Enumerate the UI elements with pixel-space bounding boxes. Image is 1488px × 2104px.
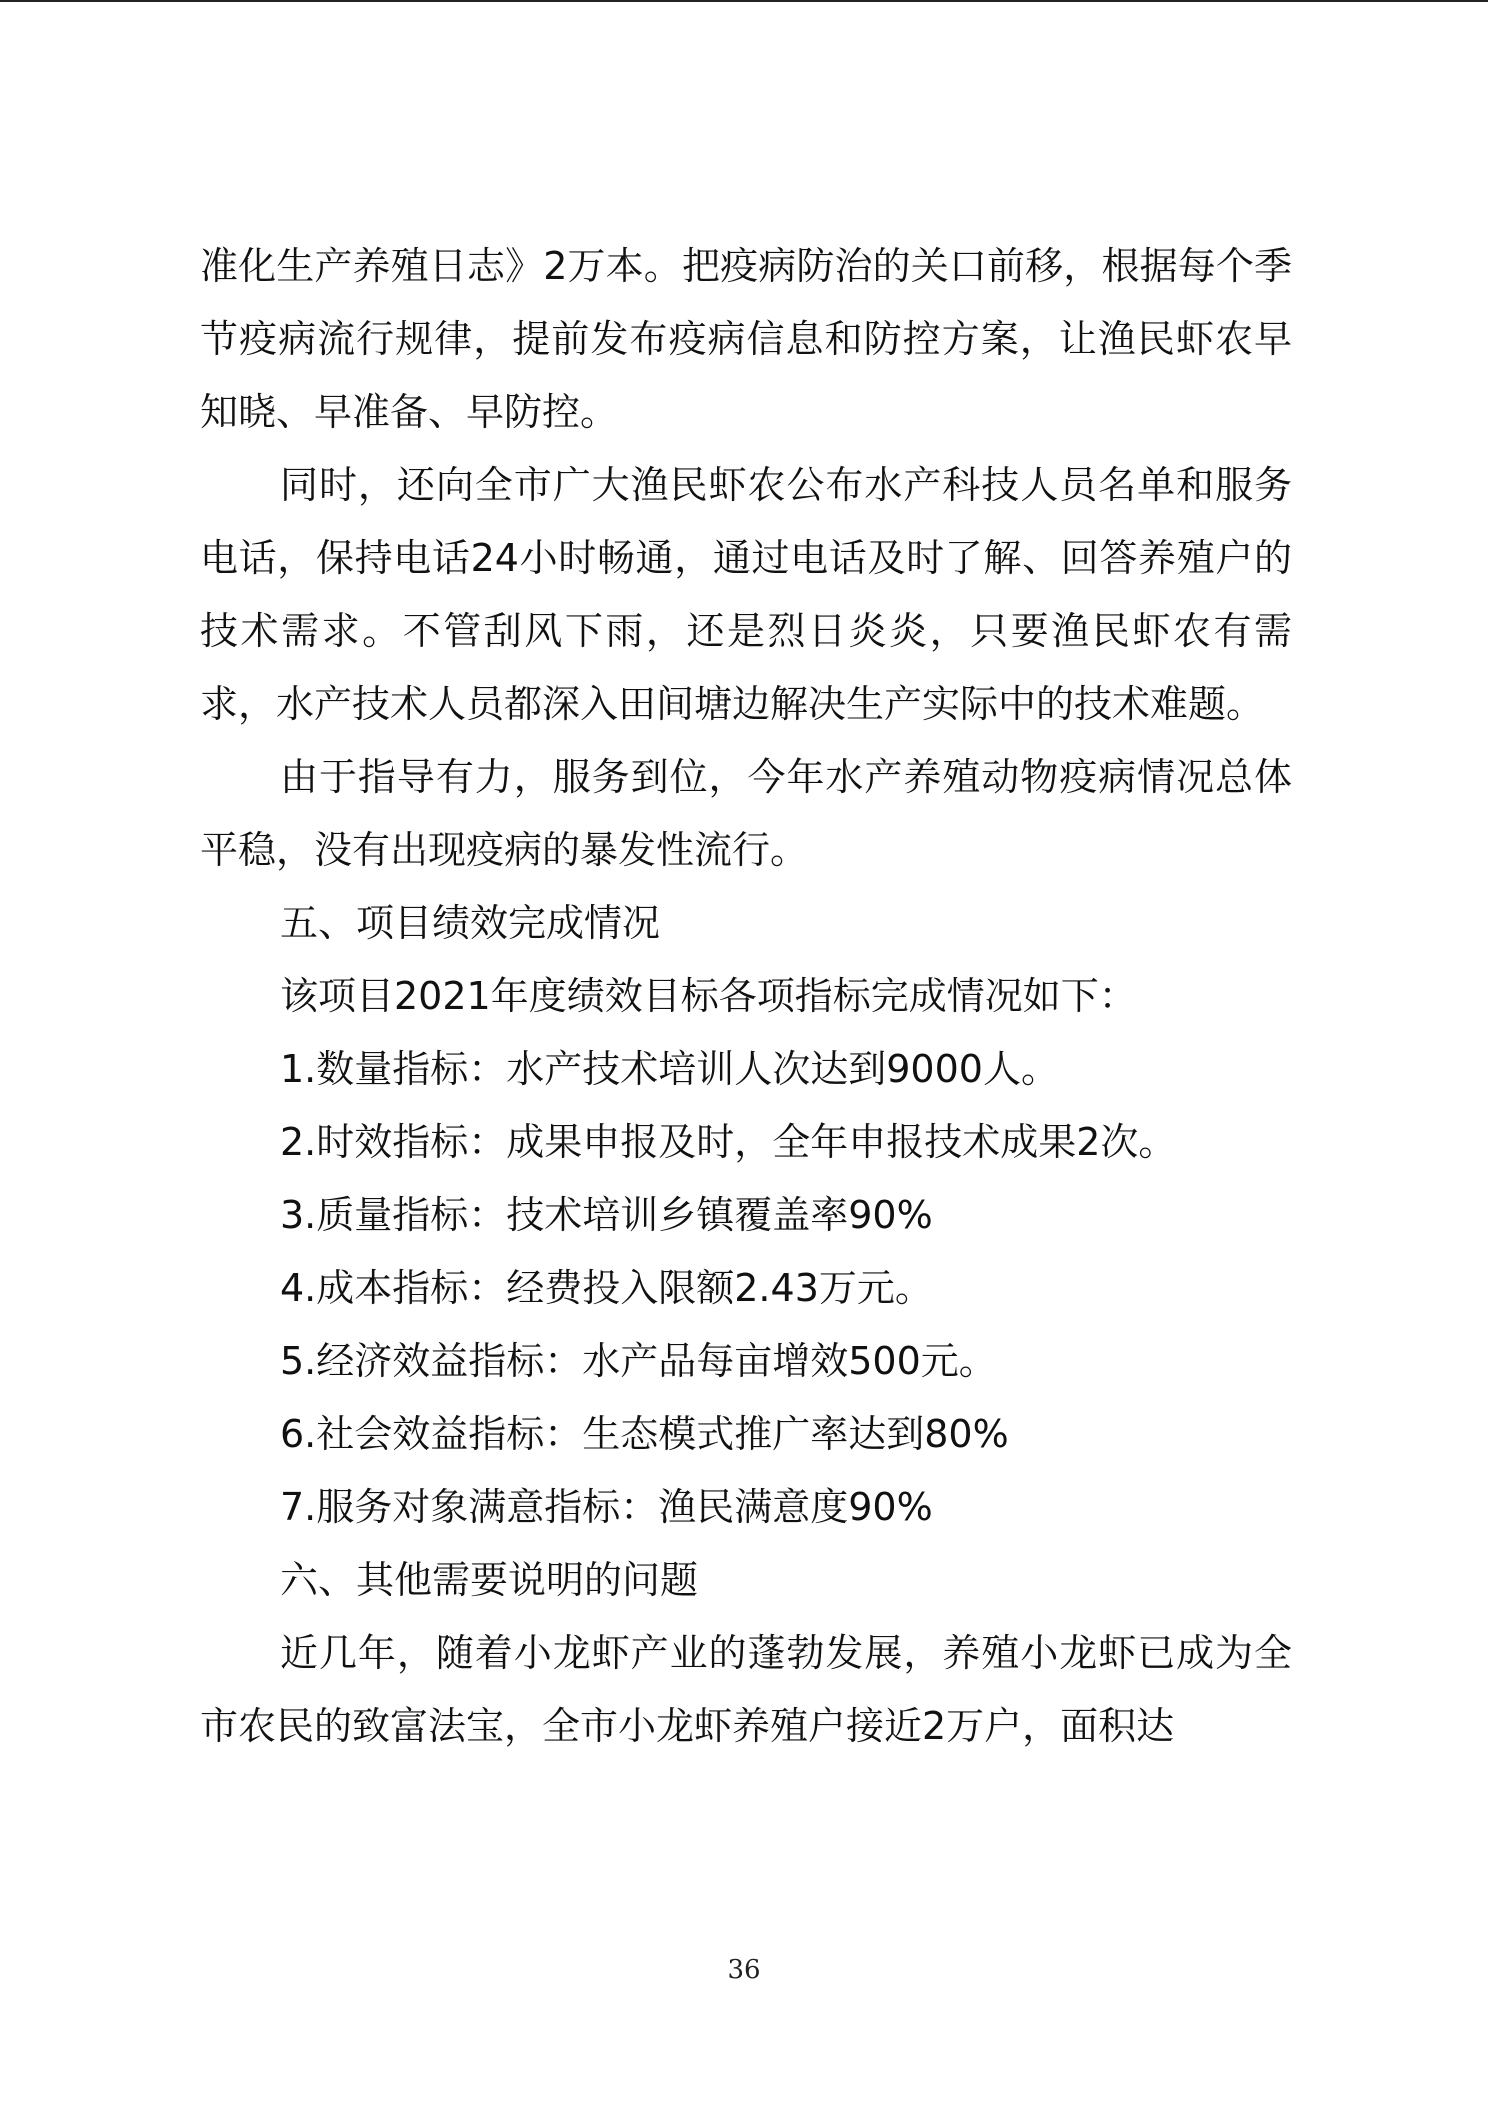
indicator-economic-benefit: 5.经济效益指标：水产品每亩增效500元。: [280, 1339, 997, 1383]
paragraph-disease-prevention: 准化生产养殖日志》2万本。把疫病防治的关口前移，根据每个季节疫病流行规律，提前发布疫病信息和防控方案，让渔民虾农早知晓、早准备、早防控。: [200, 244, 1292, 434]
paragraph-epidemic-stable: 由于指导有力，服务到位，今年水产养殖动物疫病情况总体平稳，没有出现疫病的暴发性流行。: [200, 755, 1292, 872]
body-text: [200, 230, 1292, 1763]
top-border-line: [0, 0, 1488, 2]
section-heading-other-issues: 六、其他需要说明的问题: [280, 1558, 699, 1602]
performance-intro: 该项目2021年度绩效目标各项指标完成情况如下：: [280, 974, 1137, 1018]
page-number: 36: [727, 1955, 761, 1985]
indicator-social-benefit: 6.社会效益指标：生态模式推广率达到80%: [280, 1412, 1009, 1456]
indicator-timeliness: 2.时效指标：成果申报及时，全年申报技术成果2次。: [280, 1120, 1177, 1164]
section-heading-performance: 五、项目绩效完成情况: [280, 901, 661, 945]
indicator-quality: 3.质量指标：技术培训乡镇覆盖率90%: [280, 1193, 933, 1237]
indicator-quantity: 1.数量指标：水产技术培训人次达到9000人。: [280, 1047, 1059, 1091]
paragraph-crayfish-industry: 近几年，随着小龙虾产业的蓬勃发展，养殖小龙虾已成为全市农民的致富法宝，全市小龙虾养殖户接近2万户，面积达: [200, 1631, 1292, 1748]
indicator-satisfaction: 7.服务对象满意指标：渔民满意度90%: [280, 1485, 933, 1529]
paragraph-hotline-service: 同时，还向全市广大渔民虾农公布水产科技人员名单和服务电话，保持电话24小时畅通，通过电话及时了解、回答养殖户的技术需求。不管刮风下雨，还是烈日炎炎，只要渔民虾农有需求，水产技术人员都深入田间塘边解决生产实际中的技术难题。: [200, 463, 1292, 726]
indicator-cost: 4.成本指标：经费投入限额2.43万元。: [280, 1266, 933, 1310]
